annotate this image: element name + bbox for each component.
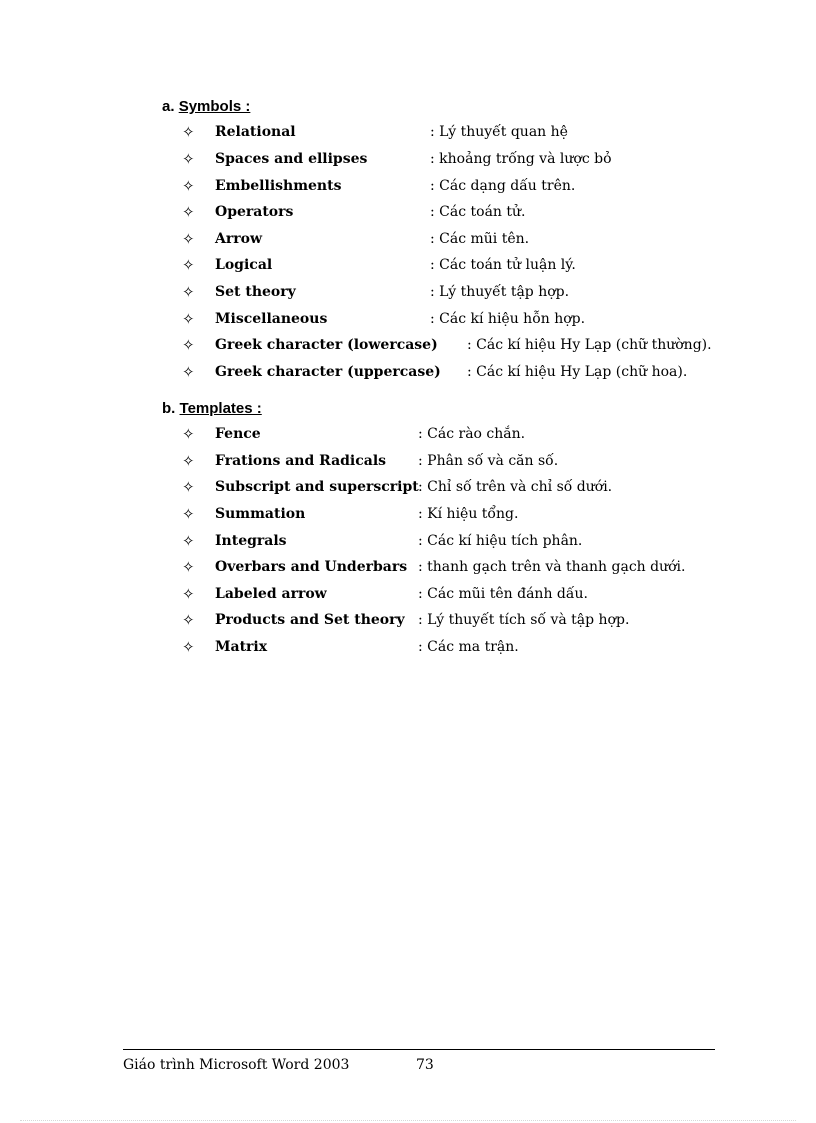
item-desc: : Lý thuyết tích số và tập hợp. — [418, 612, 630, 628]
section-prefix: a. — [162, 98, 175, 115]
diamond-star-icon: ✧ — [182, 310, 195, 328]
item-term: Frations and Radicals — [215, 453, 387, 469]
list-item — [0, 148, 816, 170]
item-desc: : Các kí hiệu Hy Lạp (chữ hoa). — [467, 364, 688, 380]
item-desc: : Các kí hiệu tích phân. — [418, 533, 583, 549]
diamond-star-icon: ✧ — [182, 230, 195, 248]
list-item — [0, 281, 816, 303]
list-item — [0, 583, 816, 605]
diamond-star-icon: ✧ — [182, 256, 195, 274]
item-desc: : Các kí hiệu hỗn hợp. — [430, 311, 586, 327]
footer-page-number: 73 — [416, 1057, 434, 1073]
item-term: Arrow — [215, 231, 263, 247]
item-desc: : Kí hiệu tổng. — [418, 506, 519, 522]
diamond-star-icon: ✧ — [182, 452, 195, 470]
diamond-star-icon: ✧ — [182, 150, 195, 168]
diamond-star-icon: ✧ — [182, 585, 195, 603]
item-desc: : Chỉ số trên và chỉ số dưới. — [418, 479, 613, 495]
item-term: Greek character (uppercase) — [215, 364, 441, 380]
diamond-star-icon: ✧ — [182, 203, 195, 221]
item-term: Embellishments — [215, 178, 342, 194]
section-prefix: b. — [162, 400, 176, 417]
item-term: Logical — [215, 257, 273, 273]
item-term: Subscript and superscript — [215, 479, 419, 495]
list-item — [0, 423, 816, 445]
item-term: Labeled arrow — [215, 586, 327, 602]
item-term: Fence — [215, 426, 261, 442]
diamond-star-icon: ✧ — [182, 558, 195, 576]
item-desc: : Các ma trận. — [418, 639, 519, 655]
item-term: Greek character (lowercase) — [215, 337, 438, 353]
diamond-star-icon: ✧ — [182, 638, 195, 656]
item-desc: : Các mũi tên. — [430, 231, 530, 247]
list-item — [0, 121, 816, 143]
diamond-star-icon: ✧ — [182, 336, 195, 354]
item-term: Miscellaneous — [215, 311, 328, 327]
footer-book-title: Giáo trình Microsoft Word 2003 — [123, 1057, 350, 1073]
item-desc: : Các toán tử. — [430, 204, 526, 220]
diamond-star-icon: ✧ — [182, 505, 195, 523]
list-item — [0, 503, 816, 525]
item-term: Products and Set theory — [215, 612, 405, 628]
diamond-star-icon: ✧ — [182, 123, 195, 141]
item-desc: : khoảng trống và lược bỏ — [430, 151, 612, 167]
item-term: Integrals — [215, 533, 287, 549]
diamond-star-icon: ✧ — [182, 611, 195, 629]
list-item — [0, 476, 816, 498]
list-item — [0, 361, 816, 383]
list-item — [0, 636, 816, 658]
diamond-star-icon: ✧ — [182, 532, 195, 550]
item-desc: : Các toán tử luận lý. — [430, 257, 576, 273]
list-item — [0, 556, 816, 578]
diamond-star-icon: ✧ — [182, 177, 195, 195]
list-item — [0, 450, 816, 472]
diamond-star-icon: ✧ — [182, 363, 195, 381]
item-term: Spaces and ellipses — [215, 151, 368, 167]
item-desc: : Các rào chắn. — [418, 426, 526, 442]
section-title: Symbols : — [178, 98, 251, 115]
list-item — [0, 228, 816, 250]
section-title: Templates : — [179, 400, 262, 417]
item-term: Summation — [215, 506, 306, 522]
item-desc: : thanh gạch trên và thanh gạch dưới. — [418, 559, 686, 575]
item-term: Relational — [215, 124, 296, 140]
list-item — [0, 530, 816, 552]
item-term: Set theory — [215, 284, 296, 300]
page-bottom-edge — [20, 1120, 796, 1121]
list-item — [0, 334, 816, 356]
item-desc: : Các mũi tên đánh dấu. — [418, 586, 588, 602]
item-term: Overbars and Underbars — [215, 559, 408, 575]
list-item — [0, 201, 816, 223]
item-desc: : Các dạng dấu trên. — [430, 178, 576, 194]
item-term: Matrix — [215, 639, 268, 655]
diamond-star-icon: ✧ — [182, 283, 195, 301]
section-heading-symbols — [162, 98, 250, 115]
item-term: Operators — [215, 204, 294, 220]
item-desc: : Lý thuyết quan hệ — [430, 124, 568, 140]
item-desc: : Phân số và căn số. — [418, 453, 559, 469]
list-item — [0, 254, 816, 276]
diamond-star-icon: ✧ — [182, 478, 195, 496]
section-heading-templates — [162, 400, 262, 417]
diamond-star-icon: ✧ — [182, 425, 195, 443]
list-item — [0, 609, 816, 631]
list-item — [0, 308, 816, 330]
item-desc: : Các kí hiệu Hy Lạp (chữ thường). — [467, 337, 712, 353]
item-desc: : Lý thuyết tập hợp. — [430, 284, 570, 300]
footer-divider — [123, 1049, 715, 1050]
list-item — [0, 175, 816, 197]
